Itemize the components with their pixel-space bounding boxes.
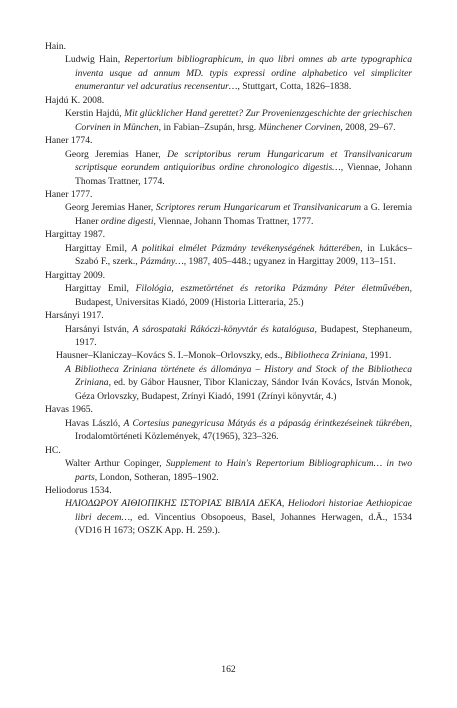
entry-reference [45, 282, 412, 309]
page-number: 162 [221, 664, 236, 675]
entry-key: Haner 1777. [45, 188, 93, 200]
ref-title: Mit glücklicher Hand gerettet? Zur Provenienzgeschichte der griechischen Corvinen in München, [75, 108, 412, 133]
entry-reference [45, 242, 412, 269]
entry-reference [45, 323, 412, 350]
ref-publication: 1987, 405–448.; ugyanez in Hargittay 2009, 113–151. [186, 256, 396, 268]
entry-key: Hajdú K. 2008. [45, 94, 105, 106]
ref-title: A sárospataki Rákóczi-könyvtár és katalógusa, [132, 323, 317, 335]
ref-publication: Viennae, Johann Thomas Trattner, 1777. [155, 215, 314, 227]
entry-reference [45, 148, 412, 188]
ref-title: A politikai elmélet Pázmány tevékenységének hátterében [131, 242, 361, 254]
entry-key: Harsányi 1917. [45, 310, 104, 322]
ref-publication: London, Sotheran, 1895–1902. [97, 471, 219, 483]
entry-key-authors: Hausner–Klaniczay–Kovács S. I.–Monok–Orlovszky, eds., [56, 350, 285, 362]
ref-collection-title: Münchener Corvinen, [258, 121, 343, 133]
ref-publication: , Stuttgart, Cotta, 1826–1838. [237, 81, 352, 93]
ref-publication: Budapest, Universitas Kiadó, 2009 (Historia Litteraria, 25.) [75, 296, 304, 308]
entry-reference [45, 53, 412, 93]
ref-publication: , Viennae, Johann Thomas Trattner, 1774. [75, 162, 412, 187]
ref-publication: , ed. Vincentius Obsopoeus, Basel, Johannes Herwagen, d.Ä., 1534 (VD16 H 1673; OSZK App. H. 259.). [75, 511, 412, 537]
ref-author: Georg Jeremias Haner, [65, 202, 156, 214]
ref-author: Havas László, [65, 417, 124, 429]
ref-in: a G. Ieremia Haner [75, 202, 413, 227]
entry-key: Heliodorus 1534. [45, 484, 112, 496]
entry-key: Hain. [45, 41, 67, 52]
entry-key-title: Bibliotheca Zriniana [284, 350, 365, 362]
ref-title: Supplement to Hain's Repertorium Bibliographicum… in two parts, [75, 458, 412, 483]
ref-title: Scriptores rerum Hungaricarum et Transilvanicarum [155, 202, 362, 214]
ref-publication: Irodalomtörténeti Közlemények, 47(1965), 323–326. [75, 431, 279, 443]
ref-author: Georg Jeremias Haner, [65, 148, 168, 160]
ref-title: ΗΛΙΟΔΩΡΟΥ ΑΙΘΙΟΠΙΚΗΣ ΙΣΤΟΡΙΑΣ ΒΙΒΛΙΑ ΔΕΚΑ, Heliodori historiae Aethiopicae libri decem… [65, 498, 412, 523]
ref-author: Hargittay Emil, [65, 283, 136, 295]
ref-collection-title: Pázmány…, [140, 256, 187, 268]
entry-key [45, 349, 412, 362]
ref-title: De scriptoribus rerum Hungaricarum et Transilvanicarum scriptisque eorundem antiquioribus ordine chronologico digestis… [75, 148, 412, 174]
ref-title: Repertorium bibliographicum, in quo libri omnes ab arte typographica inventa usque ad annum MD. typis expressi ordine alphabetico vel simpliciter enumerantur vel adcuratius recensentur… [75, 54, 412, 93]
entry-reference [45, 363, 412, 403]
ref-collection-title: ordine digesti, [100, 215, 156, 227]
entry-reference [45, 497, 412, 537]
entry-key-year: , 1991. [365, 350, 392, 362]
ref-publication: 2008, 29–67. [342, 121, 396, 133]
ref-in: in Fabian–Zsupán, hrsg. [161, 121, 259, 133]
ref-title: Filológia, eszmetörténet és retorika Pázmány Péter életművében, [135, 283, 412, 295]
ref-publication: Budapest, Stephaneum, 1917. [75, 323, 412, 348]
entry-key: Haner 1774. [45, 135, 93, 147]
ref-author: Harsányi István, [65, 323, 133, 335]
bibliography-list [45, 40, 412, 538]
entry-key: Hargittay 1987. [45, 229, 106, 241]
ref-title: A Bibliotheca Zriniana története és állománya – History and Stock of the Bibliotheca Zriniana, [65, 363, 412, 389]
entry-key: Hargittay 2009. [45, 269, 106, 281]
entry-reference [45, 201, 412, 228]
ref-author: Hargittay Emil, [65, 242, 132, 254]
ref-author: Walter Arthur Copinger, [65, 458, 166, 470]
ref-author: Kerstin Hajdú, [65, 108, 125, 120]
entry-key: HC. [45, 444, 61, 456]
ref-publication: ed. by Gábor Hausner, Tibor Klaniczay, Sándor Iván Kovács, István Monok, Géza Orlovszky, Budapest, Zrínyi Kiadó, 1991 (Zrínyi könyvtár, 4.) [75, 377, 412, 402]
ref-author: Ludwig Hain, [65, 54, 125, 66]
entry-reference [45, 417, 412, 444]
entry-reference [45, 107, 412, 134]
ref-title: A Cortesius panegyricusa Mátyás és a pápaság érintkezéseinek tükrében, [123, 417, 413, 429]
entry-reference [45, 457, 412, 484]
ref-in: , in Lukács–Szabó F., szerk., [75, 242, 412, 268]
entry-key: Havas 1965. [45, 404, 93, 416]
